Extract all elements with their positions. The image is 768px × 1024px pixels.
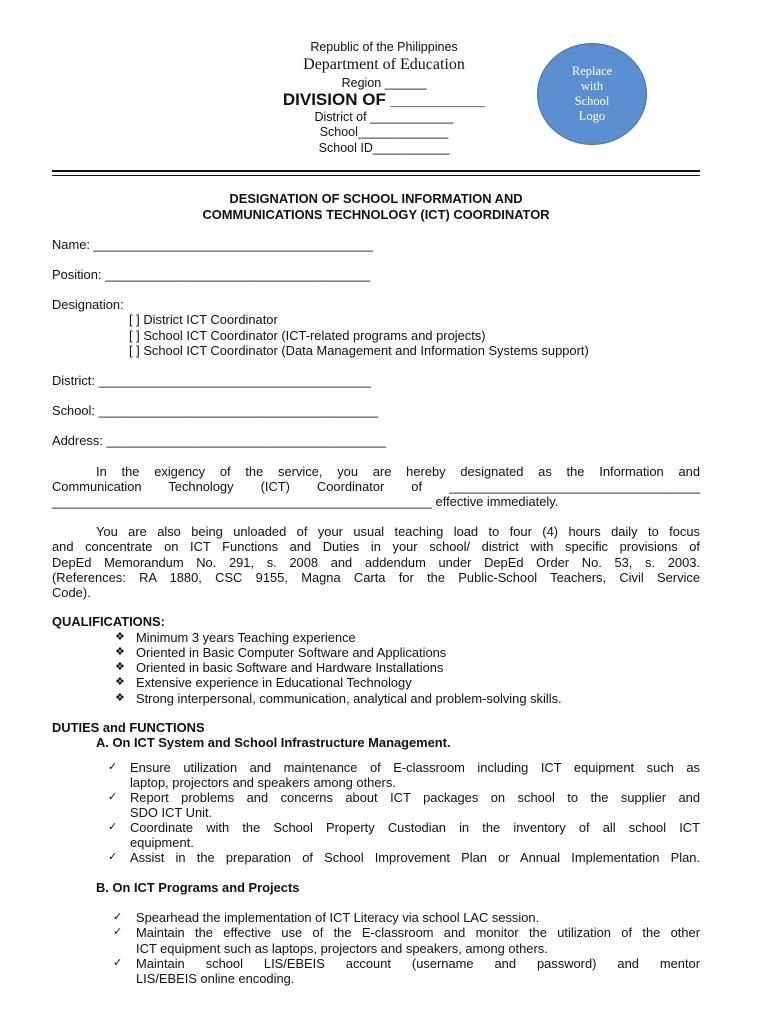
diamond-bullet-icon: ❖ (115, 692, 125, 704)
division-line: DIVISION OF __________ (282, 90, 486, 109)
designation-option-school-programs: [ ] School ICT Coordinator (ICT-related programs and projects) (129, 328, 486, 343)
check-mark-icon: ✓ (108, 851, 118, 863)
duty-a-item: Assist in the preparation of School Improvement Plan or Annual Implementation Plan. (130, 850, 700, 865)
republic-line: Republic of the Philippines (310, 40, 458, 54)
duty-a-item: SDO ICT Unit. (130, 805, 213, 820)
duty-a-item: equipment. (130, 835, 194, 850)
section-a-heading: A. On ICT System and School Infrastructure Management. (96, 735, 451, 750)
school-id-line: School ID___________ (318, 141, 450, 155)
paragraph-1-line: In the exigency of the service, you are hereby designated as the Information and (96, 464, 700, 479)
paragraph-2-line: and concentrate on ICT Functions and Duties in your school/ district with specific provisions of (52, 539, 700, 554)
school-line: School_____________ (319, 125, 449, 139)
diamond-bullet-icon: ❖ (115, 676, 125, 688)
paragraph-2-line: DepEd Memorandum No. 291, s. 2008 and addendum under DepEd Order No. 53, s. 2003. (52, 555, 700, 570)
duty-a-item: Coordinate with the School Property Custodian in the inventory of all school ICT (130, 820, 700, 835)
check-mark-icon: ✓ (113, 957, 123, 969)
school-field: School: _______________________________________ (52, 403, 379, 418)
designation-option-district: [ ] District ICT Coordinator (129, 312, 278, 327)
document-title-line1: DESIGNATION OF SCHOOL INFORMATION AND (229, 191, 523, 206)
duty-b-item: Spearhead the implementation of ICT Literacy via school LAC session. (136, 910, 540, 925)
section-b-heading: B. On ICT Programs and Projects (96, 880, 300, 895)
check-mark-icon: ✓ (113, 911, 123, 923)
duty-b-item: Maintain school LIS/EBEIS account (username and password) and mentor (136, 956, 700, 971)
qualification-item: Extensive experience in Educational Technology (136, 675, 412, 690)
designation-label: Designation: (52, 297, 124, 312)
document-title-line2: COMMUNICATIONS TECHNOLOGY (ICT) COORDINATOR (202, 207, 550, 222)
duty-a-item: Ensure utilization and maintenance of E-classroom including ICT equipment such as (130, 760, 700, 775)
name-field: Name: _______________________________________ (52, 237, 374, 252)
logo-text-line: School (574, 94, 610, 108)
duty-b-item: ICT equipment such as laptops, projectors and speakers, among others. (136, 941, 548, 956)
duty-a-item: laptop, projectors and speakers among others. (130, 775, 396, 790)
district-line: District of ____________ (314, 110, 454, 124)
school-logo-placeholder (537, 43, 647, 145)
paragraph-2-line: You are also being unloaded of your usual teaching load to four (4) hours daily to focus (96, 524, 700, 539)
region-line: Region ______ (341, 76, 427, 90)
check-mark-icon: ✓ (108, 821, 118, 833)
diamond-bullet-icon: ❖ (115, 661, 125, 673)
qualification-item: Minimum 3 years Teaching experience (136, 630, 356, 645)
department-title: Department of Education (303, 56, 465, 73)
paragraph-1-line: _____________________________________________________ effective immediately. (52, 494, 559, 509)
qualification-item: Oriented in Basic Computer Software and Applications (136, 645, 447, 660)
district-field: District: ______________________________________ (52, 373, 371, 388)
logo-text-line: Logo (578, 109, 606, 123)
qualification-item: Strong interpersonal, communication, analytical and problem-solving skills. (136, 691, 562, 706)
paragraph-1-line: Communication Technology (ICT) Coordinator of ___________________________________ (52, 479, 700, 494)
paragraph-2-line: (References: RA 1880, CSC 9155, Magna Carta for the Public-School Teachers, Civil Service (52, 570, 700, 585)
designation-option-school-data: [ ] School ICT Coordinator (Data Management and Information Systems support) (129, 343, 589, 358)
duty-a-item: Report problems and concerns about ICT packages on school to the supplier and (130, 790, 700, 805)
header-divider-thick (52, 170, 700, 172)
diamond-bullet-icon: ❖ (115, 646, 125, 658)
header-divider-thin (52, 175, 700, 176)
address-field: Address: _______________________________________ (52, 433, 387, 448)
duties-heading: DUTIES and FUNCTIONS (52, 720, 205, 735)
check-mark-icon: ✓ (108, 761, 118, 773)
logo-text-line: with (580, 79, 604, 93)
diamond-bullet-icon: ❖ (115, 631, 125, 643)
qualifications-heading: QUALIFICATIONS: (52, 614, 165, 629)
check-mark-icon: ✓ (113, 926, 123, 938)
duty-b-item: Maintain the effective use of the E-classroom and monitor the utilization of the other (136, 925, 700, 940)
paragraph-2-line: Code). (52, 585, 91, 600)
qualification-item: Oriented in basic Software and Hardware Installations (136, 660, 444, 675)
position-field: Position: _____________________________________ (52, 267, 371, 282)
check-mark-icon: ✓ (108, 791, 118, 803)
duty-b-item: LIS/EBEIS online encoding. (136, 971, 295, 986)
logo-text-line: Replace (571, 64, 613, 78)
